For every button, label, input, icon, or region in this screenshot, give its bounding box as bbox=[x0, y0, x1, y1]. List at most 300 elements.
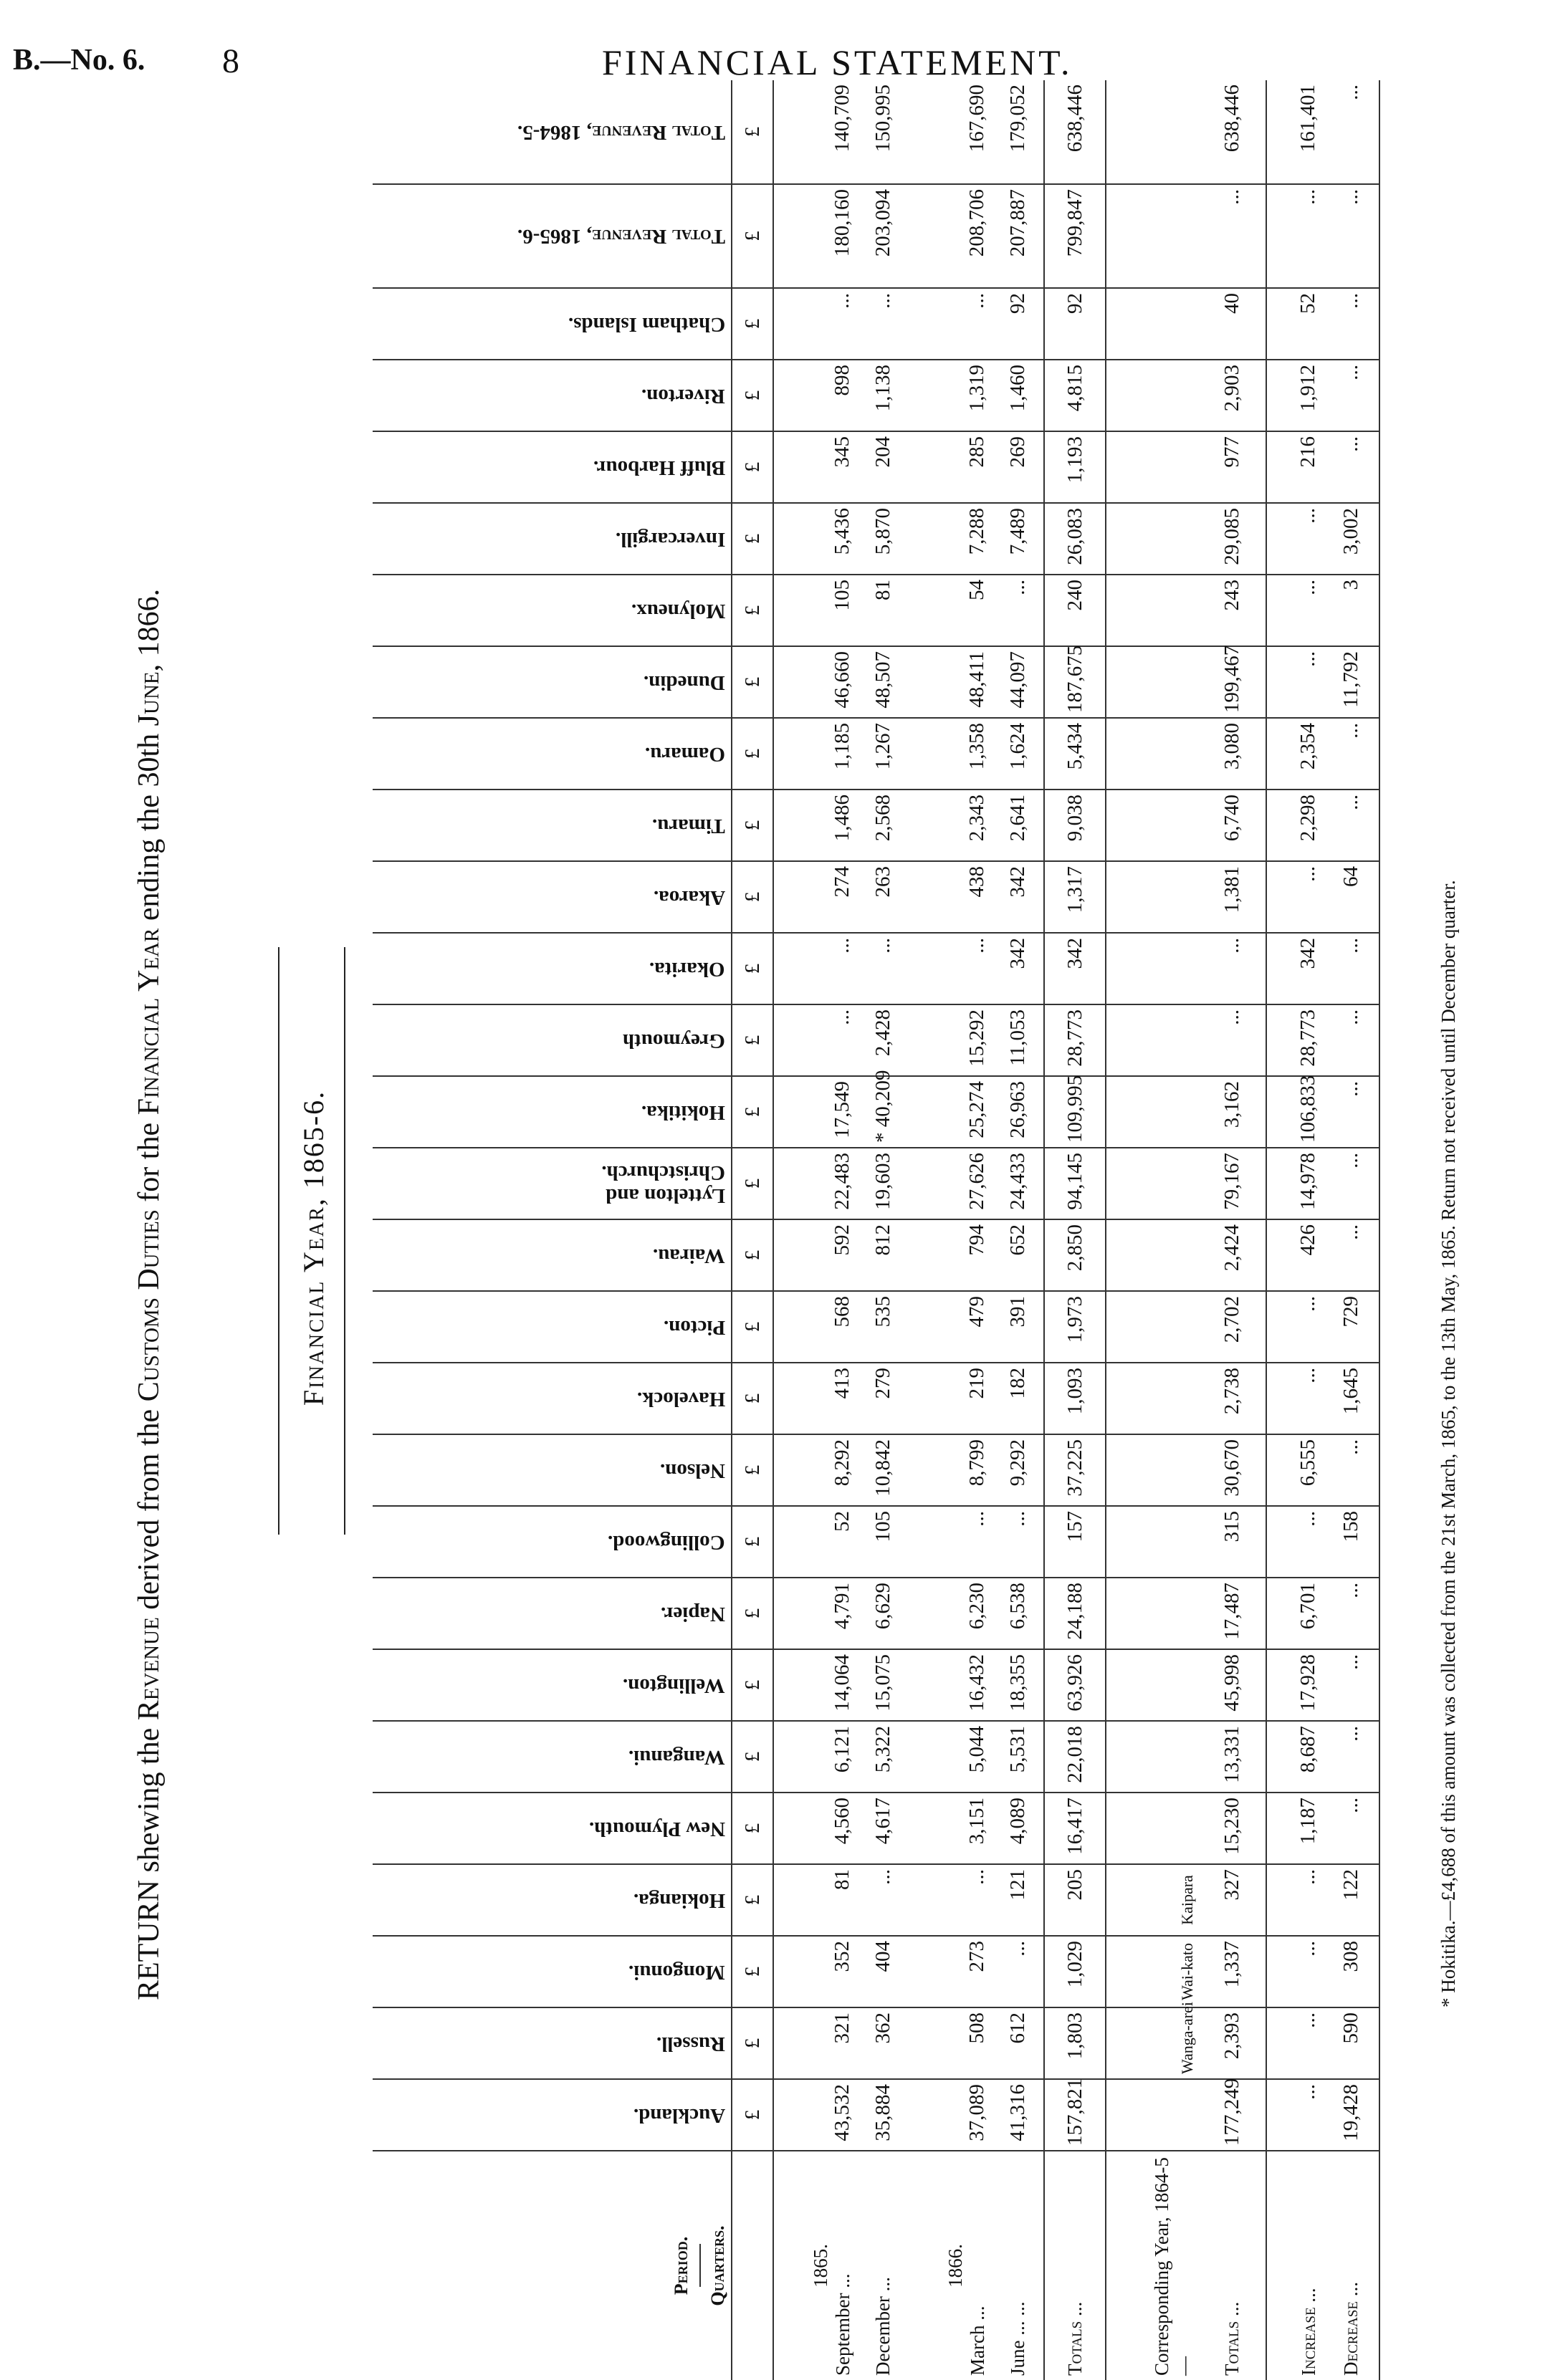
table-cell: 362 bbox=[857, 2007, 909, 2079]
table-cell: 16,432 bbox=[909, 1649, 992, 1721]
table-cell: 812 bbox=[857, 1219, 909, 1291]
table-cell: ... bbox=[1266, 1864, 1323, 1936]
table-cell: 180,160 bbox=[773, 184, 857, 288]
table-cell: 1,267 bbox=[857, 718, 909, 790]
sub-port-wangarei: Wanga-arei bbox=[1177, 2002, 1196, 2074]
table-cell: 140,709 bbox=[773, 80, 857, 184]
unit-cell: £ bbox=[732, 1004, 773, 1076]
sub-port-kaipara: Kaipara bbox=[1177, 1875, 1196, 1925]
table-cell: 150,995 bbox=[857, 80, 909, 184]
table-cell: 638,446 bbox=[1198, 80, 1266, 184]
table-cell: 898 bbox=[773, 360, 857, 431]
table-cell: 40 bbox=[1198, 288, 1266, 360]
table-cell: 5,531 bbox=[992, 1721, 1044, 1793]
table-cell: 729 bbox=[1323, 1291, 1379, 1363]
table-cell: 18,355 bbox=[992, 1649, 1044, 1721]
table-cell: 157 bbox=[1044, 1506, 1106, 1578]
table-cell: 652 bbox=[992, 1219, 1044, 1291]
row-increase bbox=[1266, 80, 1323, 2380]
table-cell: 17,487 bbox=[1198, 1578, 1266, 1649]
table-cell: 19,428 bbox=[1323, 2079, 1379, 2151]
table-cell: ... bbox=[1266, 2007, 1323, 2079]
table-cell: 177,249 bbox=[1198, 2079, 1266, 2151]
col-header-timaru: Timaru. bbox=[373, 790, 732, 861]
table-cell: 2,354 bbox=[1266, 718, 1323, 790]
col-header-akaroa: Akaroa. bbox=[373, 861, 732, 933]
table-cell: 94,145 bbox=[1044, 1148, 1106, 1219]
quarters-label: Quarters. bbox=[707, 2225, 728, 2306]
table-cell: 41,316 bbox=[992, 2079, 1044, 2151]
table-cell: ... bbox=[1266, 575, 1323, 646]
table-cell: 404 bbox=[857, 1936, 909, 2007]
table-cell: 1,486 bbox=[773, 790, 857, 861]
table-cell: 794 bbox=[909, 1219, 992, 1291]
table-cell: 327 bbox=[1198, 1864, 1266, 1936]
table-cell: 54 bbox=[909, 575, 992, 646]
table-cell: ... bbox=[1323, 1004, 1379, 1076]
table-cell: 1,187 bbox=[1266, 1793, 1323, 1864]
col-header-auckland: Auckland. bbox=[373, 2079, 732, 2151]
table-cell: 243 bbox=[1198, 575, 1266, 646]
col-header-dunedin: Dunedin. bbox=[373, 646, 732, 718]
table-cell: ... bbox=[1323, 718, 1379, 790]
table-cell: ... bbox=[1323, 790, 1379, 861]
unit-cell: £ bbox=[732, 1864, 773, 1936]
col-header-napier: Napier. bbox=[373, 1578, 732, 1649]
row-decrease bbox=[1323, 80, 1379, 2380]
table-cell: 391 bbox=[992, 1291, 1044, 1363]
table-cell: 16,417 bbox=[1044, 1793, 1106, 1864]
table-cell: 179,052 bbox=[992, 80, 1044, 184]
table-cell: ... bbox=[1266, 646, 1323, 718]
table-cell: 122 bbox=[1323, 1864, 1379, 1936]
table-cell: 26,963 bbox=[992, 1076, 1044, 1148]
table-cell: 5,044 bbox=[909, 1721, 992, 1793]
col-header-mongonui: Mongonui. bbox=[373, 1936, 732, 2007]
col-header-wellington: Wellington. bbox=[373, 1649, 732, 1721]
table-cell: ... bbox=[1323, 1148, 1379, 1219]
table-cell: 22,018 bbox=[1044, 1721, 1106, 1793]
row-corresponding-year bbox=[1106, 80, 1198, 2380]
table-cell: ... bbox=[1323, 1578, 1379, 1649]
table-cell: 2,428 bbox=[857, 1004, 909, 1076]
table-cell: 11,053 bbox=[992, 1004, 1044, 1076]
table-cell: 5,434 bbox=[1044, 718, 1106, 790]
table-cell: 15,292 bbox=[909, 1004, 992, 1076]
table-cell: 5,870 bbox=[857, 503, 909, 575]
table-cell: 81 bbox=[857, 575, 909, 646]
table-cell: 3,151 bbox=[909, 1793, 992, 1864]
unit-cell: £ bbox=[732, 1291, 773, 1363]
table-cell: 105 bbox=[857, 1506, 909, 1578]
table-cell: 274 bbox=[773, 861, 857, 933]
col-header-riverton: Riverton. bbox=[373, 360, 732, 431]
table-cell: 269 bbox=[992, 431, 1044, 503]
unit-cell: £ bbox=[732, 288, 773, 360]
table-cell: 24,188 bbox=[1044, 1578, 1106, 1649]
col-header-total-1865-6: Total Revenue, 1865-6. bbox=[373, 184, 732, 288]
table-cell: ... bbox=[1198, 933, 1266, 1004]
table-cell: 263 bbox=[857, 861, 909, 933]
table-cell: 4,791 bbox=[773, 1578, 857, 1649]
table-cell: * 40,209 bbox=[857, 1076, 909, 1148]
table-cell: ... bbox=[1323, 1649, 1379, 1721]
table-cell: ... bbox=[1323, 1721, 1379, 1793]
table-cell: 2,298 bbox=[1266, 790, 1323, 861]
table-cell: 204 bbox=[857, 431, 909, 503]
table-cell: 799,847 bbox=[1044, 184, 1106, 288]
unit-cell: £ bbox=[732, 184, 773, 288]
unit-cell: £ bbox=[732, 431, 773, 503]
col-header-havelock: Havelock. bbox=[373, 1363, 732, 1434]
table-cell: 2,850 bbox=[1044, 1219, 1106, 1291]
table-cell: 187,675 bbox=[1044, 646, 1106, 718]
page-number: 8 bbox=[222, 42, 239, 80]
table-cell: 6,555 bbox=[1266, 1434, 1323, 1506]
row-label: Corresponding Year, 1864-5— bbox=[1150, 2157, 1195, 2376]
row-totals bbox=[1044, 80, 1106, 2380]
unit-cell: £ bbox=[732, 2079, 773, 2151]
table-cell: 1,193 bbox=[1044, 431, 1106, 503]
table-cell: 1,319 bbox=[909, 360, 992, 431]
table-cell: 2,343 bbox=[909, 790, 992, 861]
col-header-russell: Russell. bbox=[373, 2007, 732, 2079]
row-label: Totals ... bbox=[1198, 2151, 1266, 2380]
unit-cell: £ bbox=[732, 80, 773, 184]
table-cell: 35,884 bbox=[857, 2079, 909, 2151]
table-cell: 8,292 bbox=[773, 1434, 857, 1506]
table-cell: 167,690 bbox=[909, 80, 992, 184]
table-cell: ... bbox=[1323, 933, 1379, 1004]
unit-cell: £ bbox=[732, 646, 773, 718]
table-cell: 11,792 bbox=[1323, 646, 1379, 718]
unit-cell: £ bbox=[732, 1148, 773, 1219]
table-cell: 508 bbox=[909, 2007, 992, 2079]
table-cell: 1,912 bbox=[1266, 360, 1323, 431]
table-cell: 81 bbox=[773, 1864, 857, 1936]
col-header-wairau: Wairau. bbox=[373, 1219, 732, 1291]
table-cell: 44,097 bbox=[992, 646, 1044, 718]
table-cell: ... bbox=[1266, 2079, 1323, 2151]
sub-port-waikato: Wai-kato bbox=[1177, 1942, 1196, 2001]
table-cell: 1,138 bbox=[857, 360, 909, 431]
row-june bbox=[992, 80, 1044, 2380]
table-cell: 29,085 bbox=[1198, 503, 1266, 575]
table-cell: 240 bbox=[1044, 575, 1106, 646]
table-cell: 205 bbox=[1044, 1864, 1106, 1936]
table-cell: ... bbox=[1323, 1219, 1379, 1291]
table-cell: 9,038 bbox=[1044, 790, 1106, 861]
table-cell: 1,317 bbox=[1044, 861, 1106, 933]
unit-cell: £ bbox=[732, 718, 773, 790]
table-cell: 568 bbox=[773, 1291, 857, 1363]
table-cell: 1,358 bbox=[909, 718, 992, 790]
table-cell: 1,337 bbox=[1198, 1936, 1266, 2007]
row-label: June ... ... bbox=[1006, 2301, 1028, 2376]
table-cell: 342 bbox=[992, 933, 1044, 1004]
table-cell: ... bbox=[1323, 431, 1379, 503]
unit-cell: £ bbox=[732, 790, 773, 861]
table-cell: 109,995 bbox=[1044, 1076, 1106, 1148]
table-cell: 28,773 bbox=[1266, 1004, 1323, 1076]
table-cell: 2,393 bbox=[1198, 2007, 1266, 2079]
col-header-picton: Picton. bbox=[373, 1291, 732, 1363]
table-cell: 199,467 bbox=[1198, 646, 1266, 718]
table-cell: 6,121 bbox=[773, 1721, 857, 1793]
unit-cell: £ bbox=[732, 1219, 773, 1291]
col-header-new-plymouth: New Plymouth. bbox=[373, 1793, 732, 1864]
table-cell: 3,080 bbox=[1198, 718, 1266, 790]
table-cell: 1,645 bbox=[1323, 1363, 1379, 1434]
table-cell: 535 bbox=[857, 1291, 909, 1363]
col-header-hokitika: Hokitika. bbox=[373, 1076, 732, 1148]
table-cell: ... bbox=[1266, 1506, 1323, 1578]
table-cell: 2,702 bbox=[1198, 1291, 1266, 1363]
table-cell: 25,274 bbox=[909, 1076, 992, 1148]
row-march bbox=[909, 80, 992, 2380]
table-cell: ... bbox=[992, 1506, 1044, 1578]
table-cell: ... bbox=[909, 288, 992, 360]
row-label: Decrease ... bbox=[1323, 2151, 1379, 2380]
table-cell: 1,093 bbox=[1044, 1363, 1106, 1434]
table-cell: ... bbox=[1323, 360, 1379, 431]
table-cell: ... bbox=[1266, 1936, 1323, 2007]
table-cell: 6,538 bbox=[992, 1578, 1044, 1649]
table-cell: 207,887 bbox=[992, 184, 1044, 288]
table-cell: 3,162 bbox=[1198, 1076, 1266, 1148]
table-cell: 14,064 bbox=[773, 1649, 857, 1721]
row-label: 1865. September ... bbox=[810, 2244, 853, 2376]
unit-cell: £ bbox=[732, 1434, 773, 1506]
table-cell: 14,978 bbox=[1266, 1148, 1323, 1219]
table-cell: 413 bbox=[773, 1363, 857, 1434]
table-cell: 6,230 bbox=[909, 1578, 992, 1649]
table-cell: 7,489 bbox=[992, 503, 1044, 575]
unit-cell: £ bbox=[732, 1076, 773, 1148]
table-cell: 48,507 bbox=[857, 646, 909, 718]
table-cell: 1,624 bbox=[992, 718, 1044, 790]
table-cell: 285 bbox=[909, 431, 992, 503]
table-cell: 48,411 bbox=[909, 646, 992, 718]
table-cell: 22,483 bbox=[773, 1148, 857, 1219]
table-cell: ... bbox=[773, 288, 857, 360]
table-cell: 161,401 bbox=[1266, 80, 1323, 184]
table-cell: 45,998 bbox=[1198, 1649, 1266, 1721]
header-row bbox=[373, 80, 732, 2380]
table-cell: 92 bbox=[1044, 288, 1106, 360]
col-header-bluff-harbour: Bluff Harbour. bbox=[373, 431, 732, 503]
table-cell: 7,288 bbox=[909, 503, 992, 575]
table-cell: 203,094 bbox=[857, 184, 909, 288]
table-cell: 6,740 bbox=[1198, 790, 1266, 861]
unit-row bbox=[732, 80, 773, 2380]
unit-cell: £ bbox=[732, 2007, 773, 2079]
table-cell: ... bbox=[1266, 861, 1323, 933]
table-cell: 342 bbox=[992, 861, 1044, 933]
unit-cell: £ bbox=[732, 1649, 773, 1721]
table-cell: 64 bbox=[1323, 861, 1379, 933]
col-header-wanganui: Wanganui. bbox=[373, 1721, 732, 1793]
table-cell: 8,799 bbox=[909, 1434, 992, 1506]
table-cell: 592 bbox=[773, 1219, 857, 1291]
period-label: Period. bbox=[671, 2236, 692, 2295]
col-header-greymouth: Greymouth bbox=[373, 1004, 732, 1076]
table-cell: 9,292 bbox=[992, 1434, 1044, 1506]
table-cell: ... bbox=[1323, 1076, 1379, 1148]
table-cell: ... bbox=[1266, 184, 1323, 288]
table-cell: ... bbox=[909, 1506, 992, 1578]
table-cell: 3,002 bbox=[1323, 503, 1379, 575]
table-cell: 4,617 bbox=[857, 1793, 909, 1864]
table-cell: 105 bbox=[773, 575, 857, 646]
table-cell: 426 bbox=[1266, 1219, 1323, 1291]
table-cell: ... bbox=[773, 933, 857, 1004]
table-cell: 1,973 bbox=[1044, 1291, 1106, 1363]
table-cell: 612 bbox=[992, 2007, 1044, 2079]
table-cell: 977 bbox=[1198, 431, 1266, 503]
table-cell: 2,641 bbox=[992, 790, 1044, 861]
col-header-lyttelton: Lyttelton and Christchurch. bbox=[373, 1148, 732, 1219]
document-reference: B.—No. 6. bbox=[13, 44, 145, 77]
table-cell: ... bbox=[1266, 1363, 1323, 1434]
row-label: Increase ... bbox=[1298, 2288, 1319, 2376]
table-cell: 4,560 bbox=[773, 1793, 857, 1864]
table-cell: ... bbox=[909, 1864, 992, 1936]
table-cell: 3 bbox=[1323, 575, 1379, 646]
table-cell: 26,083 bbox=[1044, 503, 1106, 575]
col-header-okarita: Okarita. bbox=[373, 933, 732, 1004]
table-cell: 4,815 bbox=[1044, 360, 1106, 431]
table-cell: 6,629 bbox=[857, 1578, 909, 1649]
table-cell: 590 bbox=[1323, 2007, 1379, 2079]
caption-rule-bottom bbox=[344, 947, 345, 1535]
table-cell: 279 bbox=[857, 1363, 909, 1434]
table-cell: ... bbox=[1198, 1004, 1266, 1076]
table-cell: 273 bbox=[909, 1936, 992, 2007]
table-cell: 19,603 bbox=[857, 1148, 909, 1219]
unit-cell: £ bbox=[732, 933, 773, 1004]
table-cell: 6,701 bbox=[1266, 1578, 1323, 1649]
table-cell: ... bbox=[909, 933, 992, 1004]
table-cell: 479 bbox=[909, 1291, 992, 1363]
table-cell: 438 bbox=[909, 861, 992, 933]
table-cell: 30,670 bbox=[1198, 1434, 1266, 1506]
row-label: Totals ... bbox=[1044, 2151, 1106, 2380]
col-header-nelson: Nelson. bbox=[373, 1434, 732, 1506]
table-cell: 1,803 bbox=[1044, 2007, 1106, 2079]
table-cell: 43,532 bbox=[773, 2079, 857, 2151]
table-cell: 92 bbox=[992, 288, 1044, 360]
rotated-table-area bbox=[126, 85, 1502, 2380]
table-cell: 638,446 bbox=[1044, 80, 1106, 184]
footnote: * Hokitika.—£4,688 of this amount was collected from the 21st March, 1865, to the 13th May, 1865. Return not received until December quarter. bbox=[1438, 880, 1459, 2007]
unit-cell: £ bbox=[732, 1793, 773, 1864]
caption-rule-top bbox=[278, 947, 279, 1535]
unit-cell: £ bbox=[732, 1936, 773, 2007]
table-cell: ... bbox=[992, 1936, 1044, 2007]
table-cell: 121 bbox=[992, 1864, 1044, 1936]
table-cell: 182 bbox=[992, 1363, 1044, 1434]
table-cell: 5,322 bbox=[857, 1721, 909, 1793]
unit-cell: £ bbox=[732, 1721, 773, 1793]
table-cell: 52 bbox=[1266, 288, 1323, 360]
table-cell: ... bbox=[1323, 1434, 1379, 1506]
table-cell: 5,436 bbox=[773, 503, 857, 575]
table-cell: ... bbox=[857, 288, 909, 360]
table-cell: ... bbox=[1323, 288, 1379, 360]
table-cell: 37,225 bbox=[1044, 1434, 1106, 1506]
table-cell: 15,230 bbox=[1198, 1793, 1266, 1864]
row-label: 1866. March ... bbox=[944, 2244, 988, 2376]
table-cell: ... bbox=[1323, 1793, 1379, 1864]
table-cell: 342 bbox=[1044, 933, 1106, 1004]
table-cell: 27,626 bbox=[909, 1148, 992, 1219]
row-december bbox=[857, 80, 909, 2380]
unit-cell: £ bbox=[732, 503, 773, 575]
table-cell: 15,075 bbox=[857, 1649, 909, 1721]
table-cell: 4,089 bbox=[992, 1793, 1044, 1864]
table-cell: ... bbox=[1323, 184, 1379, 288]
unit-cell: £ bbox=[732, 360, 773, 431]
table-cell: 321 bbox=[773, 2007, 857, 2079]
unit-cell: £ bbox=[732, 861, 773, 933]
col-header-total-1864-5: Total Revenue, 1864-5. bbox=[373, 80, 732, 184]
unit-cell: £ bbox=[732, 1506, 773, 1578]
table-cell: ... bbox=[857, 933, 909, 1004]
period-header bbox=[373, 2151, 732, 2380]
unit-cell: £ bbox=[732, 1578, 773, 1649]
table-cell: 17,928 bbox=[1266, 1649, 1323, 1721]
row-september bbox=[773, 80, 857, 2380]
table-cell: 79,167 bbox=[1198, 1148, 1266, 1219]
table-cell: 219 bbox=[909, 1363, 992, 1434]
row-corresponding-totals bbox=[1198, 80, 1266, 2380]
table-cell: 1,029 bbox=[1044, 1936, 1106, 2007]
table-cell: 28,773 bbox=[1044, 1004, 1106, 1076]
table-cell: ... bbox=[1266, 503, 1323, 575]
table-cell: 158 bbox=[1323, 1506, 1379, 1578]
table-caption: RETURN shewing the Revenue derived from the Customs Duties for the Financial Year ending the 30th June, 1866. bbox=[133, 588, 166, 2000]
table-cell: 10,842 bbox=[857, 1434, 909, 1506]
col-header-hokianga: Hokianga. bbox=[373, 1864, 732, 1936]
table-cell: 52 bbox=[773, 1506, 857, 1578]
table-cell: 2,903 bbox=[1198, 360, 1266, 431]
col-header-chatham-islands: Chatham Islands. bbox=[373, 288, 732, 360]
table-cell: 37,089 bbox=[909, 2079, 992, 2151]
financial-year-heading: Financial Year, 1865-6. bbox=[297, 1090, 330, 1406]
table-cell: 308 bbox=[1323, 1936, 1379, 2007]
table-cell: 216 bbox=[1266, 431, 1323, 503]
table-cell: ... bbox=[992, 575, 1044, 646]
table-cell: 157,821 bbox=[1044, 2079, 1106, 2151]
table-cell: 2,738 bbox=[1198, 1363, 1266, 1434]
table-cell: 46,660 bbox=[773, 646, 857, 718]
table-cell: 315 bbox=[1198, 1506, 1266, 1578]
table-cell: ... bbox=[1198, 184, 1266, 288]
col-header-invercargill: Invercargill. bbox=[373, 503, 732, 575]
row-label: December ... bbox=[871, 2277, 894, 2376]
table-cell: 13,331 bbox=[1198, 1721, 1266, 1793]
unit-cell: £ bbox=[732, 1363, 773, 1434]
table-cell: 24,433 bbox=[992, 1148, 1044, 1219]
table-cell: 1,381 bbox=[1198, 861, 1266, 933]
col-header-collingwood: Collingwood. bbox=[373, 1506, 732, 1578]
table-cell: 8,687 bbox=[1266, 1721, 1323, 1793]
table-cell: 106,833 bbox=[1266, 1076, 1323, 1148]
table-cell: 345 bbox=[773, 431, 857, 503]
table-cell: 342 bbox=[1266, 933, 1323, 1004]
customs-revenue-table bbox=[373, 80, 1380, 2380]
